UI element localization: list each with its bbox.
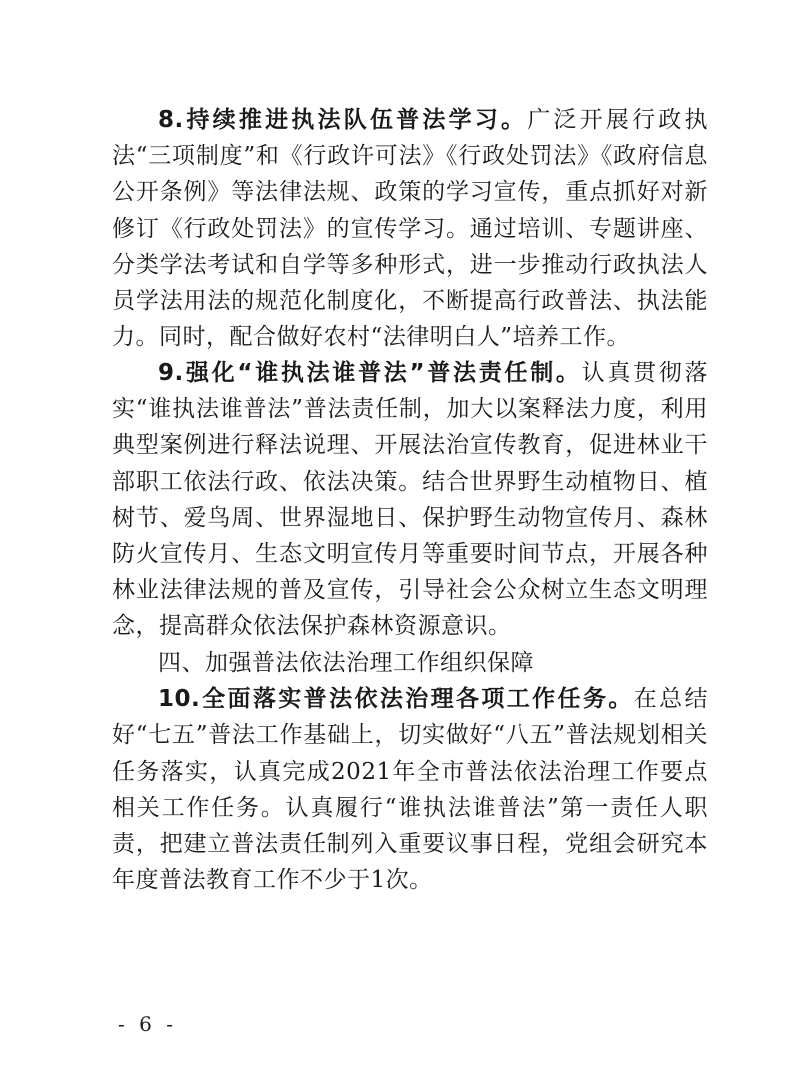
paragraph-9 <box>112 355 708 645</box>
paragraph-9-heading: 9.强化“谁执法谁普法”普法责任制。 <box>158 360 582 386</box>
paragraph-8 <box>112 102 708 355</box>
paragraph-8-heading: 8.持续推进执法队伍普法学习。 <box>158 107 528 133</box>
page-number: - 6 - <box>118 1012 177 1036</box>
document-body <box>112 102 708 898</box>
paragraph-10-text: 在总结好“七五”普法工作基础上，切实做好“八五”普法规划相关任务落实，认真完成2021年全市普法依法治理工作要点相关工作任务。认真履行“谁执法谁普法”第一责任人职责，把建立普法责任制列入重要议事日程，党组会研究本年度普法教育工作不少于1次。 <box>112 686 709 894</box>
paragraph-10 <box>112 681 708 898</box>
paragraph-9-text: 认真贯彻落实“谁执法谁普法”普法责任制，加大以案释法力度，利用典型案例进行释法说理、开展法治宣传教育，促进林业干部职工依法行政、依法决策。结合世界野生动植物日、植树节、爱鸟周、世界湿地日、保护野生动物宣传月、森林防火宣传月、生态文明宣传月等重要时间节点，开展各种林业法律法规的普及宣传，引导社会公众树立生态文明理念，提高群众依法保护森林资源意识。 <box>112 360 708 640</box>
paragraph-10-heading: 10.全面落实普法依法治理各项工作任务。 <box>158 686 634 713</box>
section-heading: 四、加强普法依法治理工作组织保障 <box>158 650 534 676</box>
paragraph-8-text: 广泛开展行政执法“三项制度”和《行政许可法》《行政处罚法》《政府信息公开条例》等法律法规、政策的学习宣传，重点抓好对新修订《行政处罚法》的宣传学习。通过培训、专题讲座、分类学法考试和自学等多种形式，进一步推动行政执法人员学法用法的规范化制度化，不断提高行政普法、执法能力。同时，配合做好农村“法律明白人”培养工作。 <box>112 107 708 351</box>
